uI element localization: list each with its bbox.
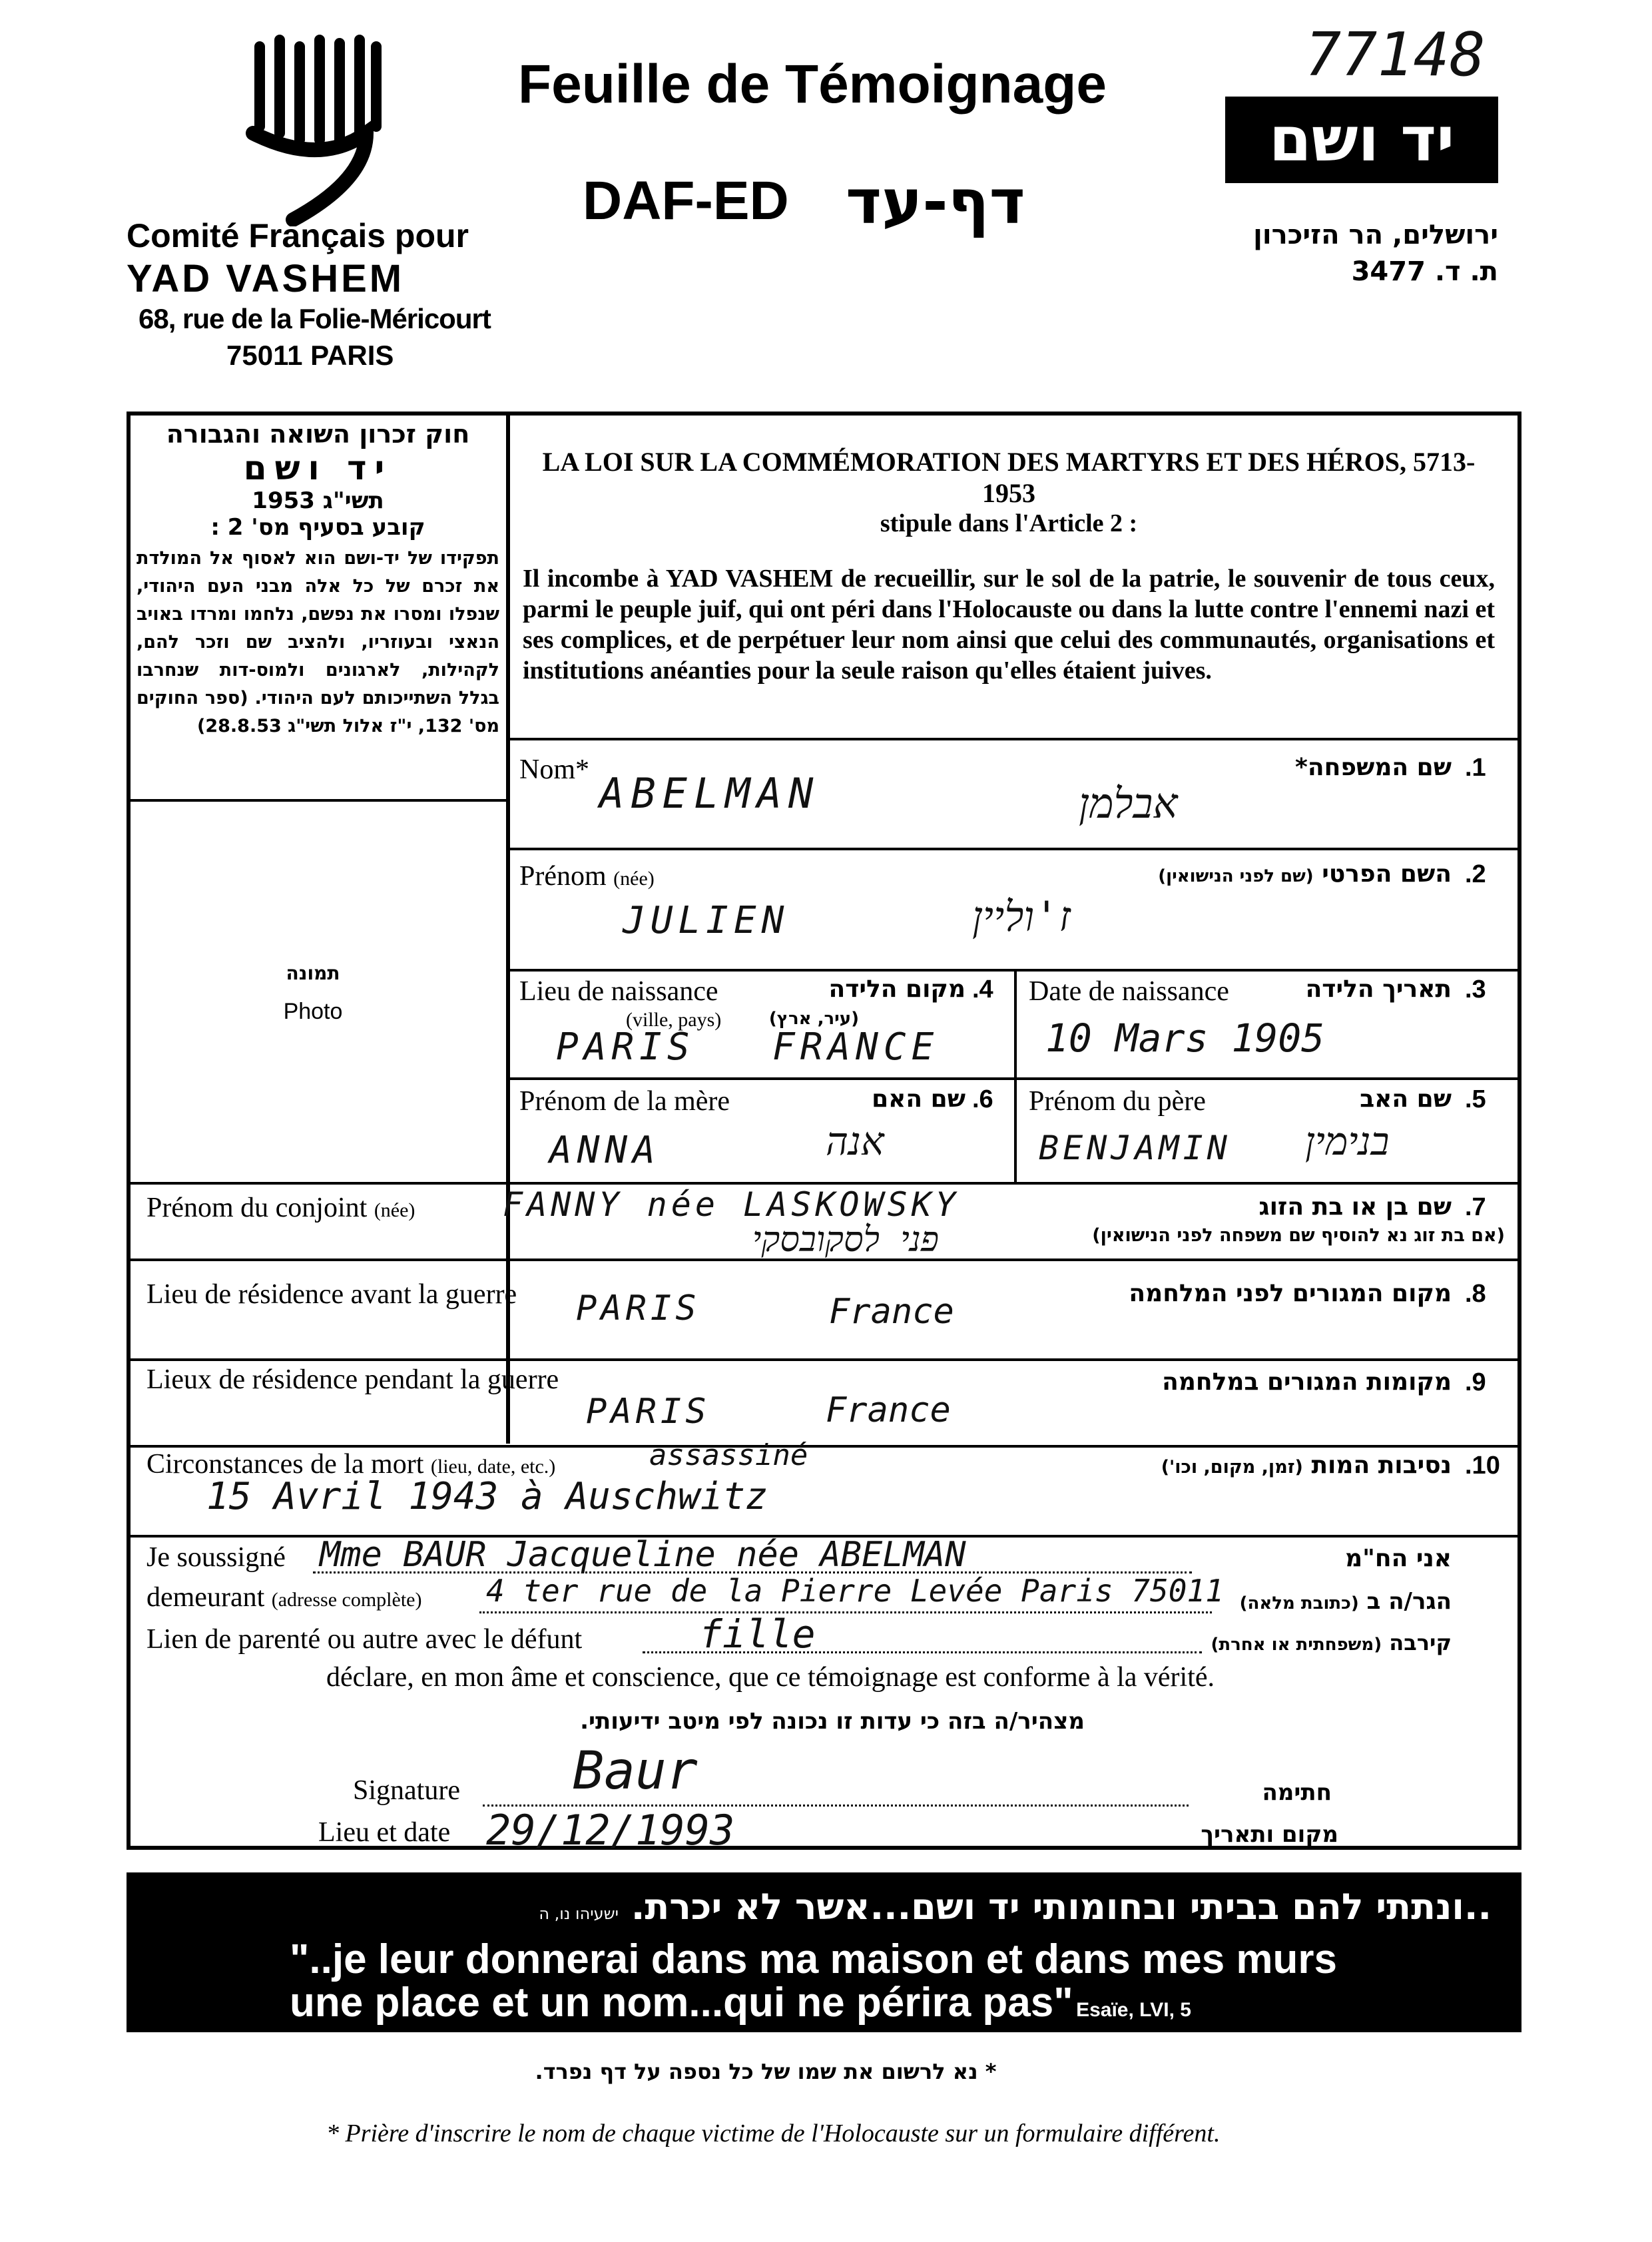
conjoint-label-note: (née)	[374, 1199, 415, 1221]
po-box: ת. ד. 3477	[1351, 256, 1498, 287]
law-hebrew-article: קובע בסעיף מס' 2 :	[210, 514, 425, 541]
prenom-label-hebrew	[1065, 860, 1452, 888]
residence-pendant-heb: מקומות המגורים במלחמה	[1162, 1368, 1452, 1396]
lieu-naissance-number: .4	[972, 976, 993, 1003]
banner-hebrew-ref: ישעיהו נו, ה	[539, 1904, 619, 1923]
mort-heb	[999, 1452, 1452, 1479]
conjoint-label	[146, 1192, 415, 1224]
residence-pendant-city[interactable]: PARIS	[586, 1392, 710, 1432]
demeurant-heb-note: (כתובת מלאה)	[1239, 1593, 1359, 1613]
demeurant-label	[146, 1581, 421, 1613]
mort-heb-note: (זמן, מקום, וכו')	[1161, 1457, 1303, 1478]
prenom-label-note: (née)	[613, 868, 655, 890]
address-hebrew: ירושלים, הר הזיכרון	[1253, 220, 1498, 250]
date-label: Lieu et date	[318, 1817, 451, 1848]
demeurant-label-text: demeurant	[146, 1582, 265, 1613]
yad-vashem-logo	[1225, 97, 1498, 183]
menorah-logo	[240, 27, 393, 226]
law-hebrew-year: תשי"ג 1953	[252, 487, 384, 514]
nom-value[interactable]: ABELMAN	[599, 769, 820, 818]
subtitle-hebrew: דף-עד	[846, 166, 1025, 238]
pere-value[interactable]: BENJAMIN	[1039, 1129, 1231, 1167]
conjoint-value-hebrew[interactable]: פני לסקובסקי	[752, 1220, 939, 1260]
prenom-heb-text: השם הפרטי	[1322, 860, 1452, 888]
law-french-block	[523, 446, 1495, 686]
signature-label: Signature	[353, 1775, 460, 1806]
lieu-naissance-heb-sub: (עיר, ארץ)	[768, 1009, 859, 1029]
law-french-text: Il incombe à YAD VASHEM de recueillir, sur le sol de la patrie, le souvenir de tous ceux, parmi le peuple juif, qui ont péri dans l'Holocauste ou dans la lutte contre l'ennemi nazi et ses complices, et de perpétuer leur nom ainsi que celui des communautés, organisations et institutions anéanties pour la seule raison qu'elles étaient juives.	[523, 565, 1495, 685]
soussigne-label: Je soussigné	[146, 1542, 286, 1573]
mort-value[interactable]: 15 Avril 1943 à Auschwitz	[206, 1475, 768, 1518]
nom-value-hebrew[interactable]: אבלמן	[1079, 779, 1178, 828]
banner-hebrew-text: ..ונתתי להם בביתי ובחומותי יד ושם...אשר לא יכרת.	[631, 1886, 1492, 1928]
banner-line2-wrap	[290, 1979, 1191, 2026]
banner-hebrew	[539, 1886, 1492, 1928]
law-hebrew-name: יד ושם	[243, 449, 393, 487]
conjoint-value[interactable]: FANNY née LASKOWSKY	[503, 1185, 960, 1224]
photo-label: Photo	[283, 999, 343, 1024]
mere-number: .6	[972, 1085, 993, 1113]
lieu-naissance-city[interactable]: PARIS	[556, 1025, 695, 1069]
mere-value[interactable]: ANNA	[549, 1129, 661, 1172]
soussigne-heb: אני הח"מ	[1345, 1545, 1452, 1572]
pere-number: .5	[1465, 1085, 1486, 1113]
banner-line2: une place et un nom...qui ne périra pas"	[290, 1980, 1073, 2026]
signature-heb: חתימה	[1262, 1779, 1332, 1806]
lieu-naissance-country[interactable]: FRANCE	[772, 1025, 940, 1069]
org-address-line2: 75011 PARIS	[226, 340, 394, 371]
residence-avant-label: Lieu de résidence avant la guerre	[146, 1279, 517, 1310]
residence-pendant-number: .9	[1465, 1368, 1486, 1396]
demeurant-heb-text: הגר/ה ב	[1366, 1588, 1452, 1615]
pere-label: Prénom du père	[1029, 1086, 1206, 1117]
residence-pendant-country[interactable]: France	[826, 1390, 951, 1430]
prenom-value-hebrew[interactable]: ז'וליין	[972, 892, 1071, 941]
law-french-title: LA LOI SUR LA COMMÉMORATION DES MARTYRS ET DES HÉROS, 5713-1953	[542, 447, 1476, 508]
date-value[interactable]: 29/12/1993	[486, 1806, 735, 1854]
law-hebrew-text: תפקידו של יד-ושם הוא לאסוף אל המולדת את זכרם של כל אלה מבני העם היהודי, שנפלו ומסרו את נפשם, נלחמו ומרדו באויב הנאצי ובעוזריו, ולהציב שם וזכר להם, לקהילות, לארגונים ולמוס-דות שנחרבו בגלל השתייכותם לעם היהודי. (ספר החוקים מס' 132, י"ז אלול תשי"ג 28.8.53)	[137, 548, 499, 736]
date-naissance-heb: תאריך הלידה	[1305, 976, 1452, 1003]
residence-avant-country[interactable]: France	[829, 1292, 954, 1332]
declaration-heb: מצהיר/ה בזה כי עדות זו נכונה לפי מיטב ידיעותי.	[580, 1708, 1085, 1735]
conjoint-heb-note: (אם בת זוג נא להוסיף שם משפחה לפני הנישואין)	[1092, 1225, 1505, 1246]
demeurant-value[interactable]: 4 ter rue de la Pierre Levée Paris 75011	[486, 1573, 1224, 1609]
residence-avant-heb: מקום המגורים לפני המלחמה	[1129, 1280, 1452, 1307]
signature-value[interactable]: Baur	[573, 1741, 698, 1801]
mort-value-top[interactable]: assassiné	[649, 1438, 808, 1472]
mere-label: Prénom de la mère	[519, 1086, 730, 1117]
conjoint-label-text: Prénom du conjoint	[146, 1193, 368, 1223]
lien-heb-note: (משפחתית או אחרת)	[1211, 1635, 1382, 1655]
org-name-line2: YAD VASHEM	[127, 257, 405, 300]
lien-label: Lien de parenté ou autre avec le défunt	[146, 1624, 583, 1655]
soussigne-value[interactable]: Mme BAUR Jacqueline née ABELMAN	[320, 1535, 966, 1575]
pere-heb: שם האב	[1360, 1085, 1452, 1113]
law-hebrew-title: חוק זכרון השואה והגבורה	[166, 420, 470, 449]
law-french-subtitle: stipule dans l'Article 2 :	[880, 509, 1138, 537]
lien-heb	[1199, 1630, 1452, 1655]
ref-number: 77148	[1305, 20, 1486, 90]
footer-french: * Prière d'inscrire le nom de chaque victime de l'Holocauste sur un formulaire différent.	[326, 2119, 1221, 2147]
logo-text: יד ושם	[1268, 104, 1455, 175]
mort-label-note: (lieu, date, etc.)	[430, 1456, 556, 1478]
nom-number: .1	[1465, 754, 1486, 782]
pere-value-hebrew[interactable]: בנימין	[1305, 1119, 1390, 1164]
prenom-label-text: Prénom	[519, 861, 607, 892]
prenom-label	[519, 860, 655, 892]
residence-pendant-label: Lieux de résidence pendant la guerre	[146, 1364, 559, 1395]
conjoint-number: .7	[1465, 1193, 1486, 1221]
page-title: Feuille de Témoignage	[518, 54, 1107, 115]
date-naissance-value[interactable]: 10 Mars 1905	[1045, 1015, 1325, 1061]
lieu-naissance-sub: (ville, pays)	[626, 1009, 722, 1031]
lieu-naissance-label: Lieu de naissance	[519, 976, 718, 1007]
lien-heb-text: קירבה	[1389, 1630, 1452, 1655]
prenom-value[interactable]: JULIEN	[623, 899, 790, 942]
lieu-naissance-heb: מקום הלידה	[828, 976, 965, 1003]
date-naissance-label: Date de naissance	[1029, 976, 1229, 1007]
conjoint-heb: שם בן או בת הזוג	[1258, 1193, 1452, 1221]
mere-heb: שם האם	[872, 1085, 965, 1113]
nom-label: Nom*	[519, 754, 589, 785]
footer-hebrew: * נא לרשום את שמו של כל נספה על דף נפרד.	[535, 2059, 997, 2084]
nom-label-hebrew: שם המשפחה*	[1295, 754, 1452, 781]
quote-banner	[127, 1872, 1521, 2032]
prenom-heb-note: (שם לפני הנישואין)	[1158, 866, 1314, 886]
prenom-number: .2	[1465, 860, 1486, 888]
org-address-line1: 68, rue de la Folie-Méricourt	[138, 303, 491, 334]
declaration: déclare, en mon âme et conscience, que ce témoignage est conforme à la vérité.	[326, 1662, 1215, 1693]
lien-value[interactable]: fille	[699, 1611, 816, 1657]
date-heb: מקום ותאריך	[1201, 1821, 1338, 1848]
org-name-line1: Comité Français pour	[127, 217, 469, 254]
mort-heb-text: נסיבות המות	[1311, 1452, 1452, 1479]
date-naissance-number: .3	[1465, 976, 1486, 1003]
mere-value-hebrew[interactable]: אנה	[826, 1119, 884, 1164]
mort-number: .10	[1465, 1452, 1500, 1480]
subtitle-latin: DAF-ED	[583, 170, 789, 231]
demeurant-note: (adresse complète)	[271, 1589, 422, 1611]
residence-avant-city[interactable]: PARIS	[576, 1288, 700, 1328]
banner-ref: Esaïe, LVI, 5	[1076, 1999, 1191, 2021]
law-hebrew-block	[137, 420, 499, 740]
banner-line1: "..je leur donnerai dans ma maison et dans mes murs	[290, 1936, 1338, 1982]
photo-label-hebrew: תמונה	[286, 962, 340, 984]
demeurant-heb	[1225, 1588, 1452, 1615]
mort-label-text: Circonstances de la mort	[146, 1449, 424, 1480]
residence-avant-number: .8	[1465, 1280, 1486, 1308]
